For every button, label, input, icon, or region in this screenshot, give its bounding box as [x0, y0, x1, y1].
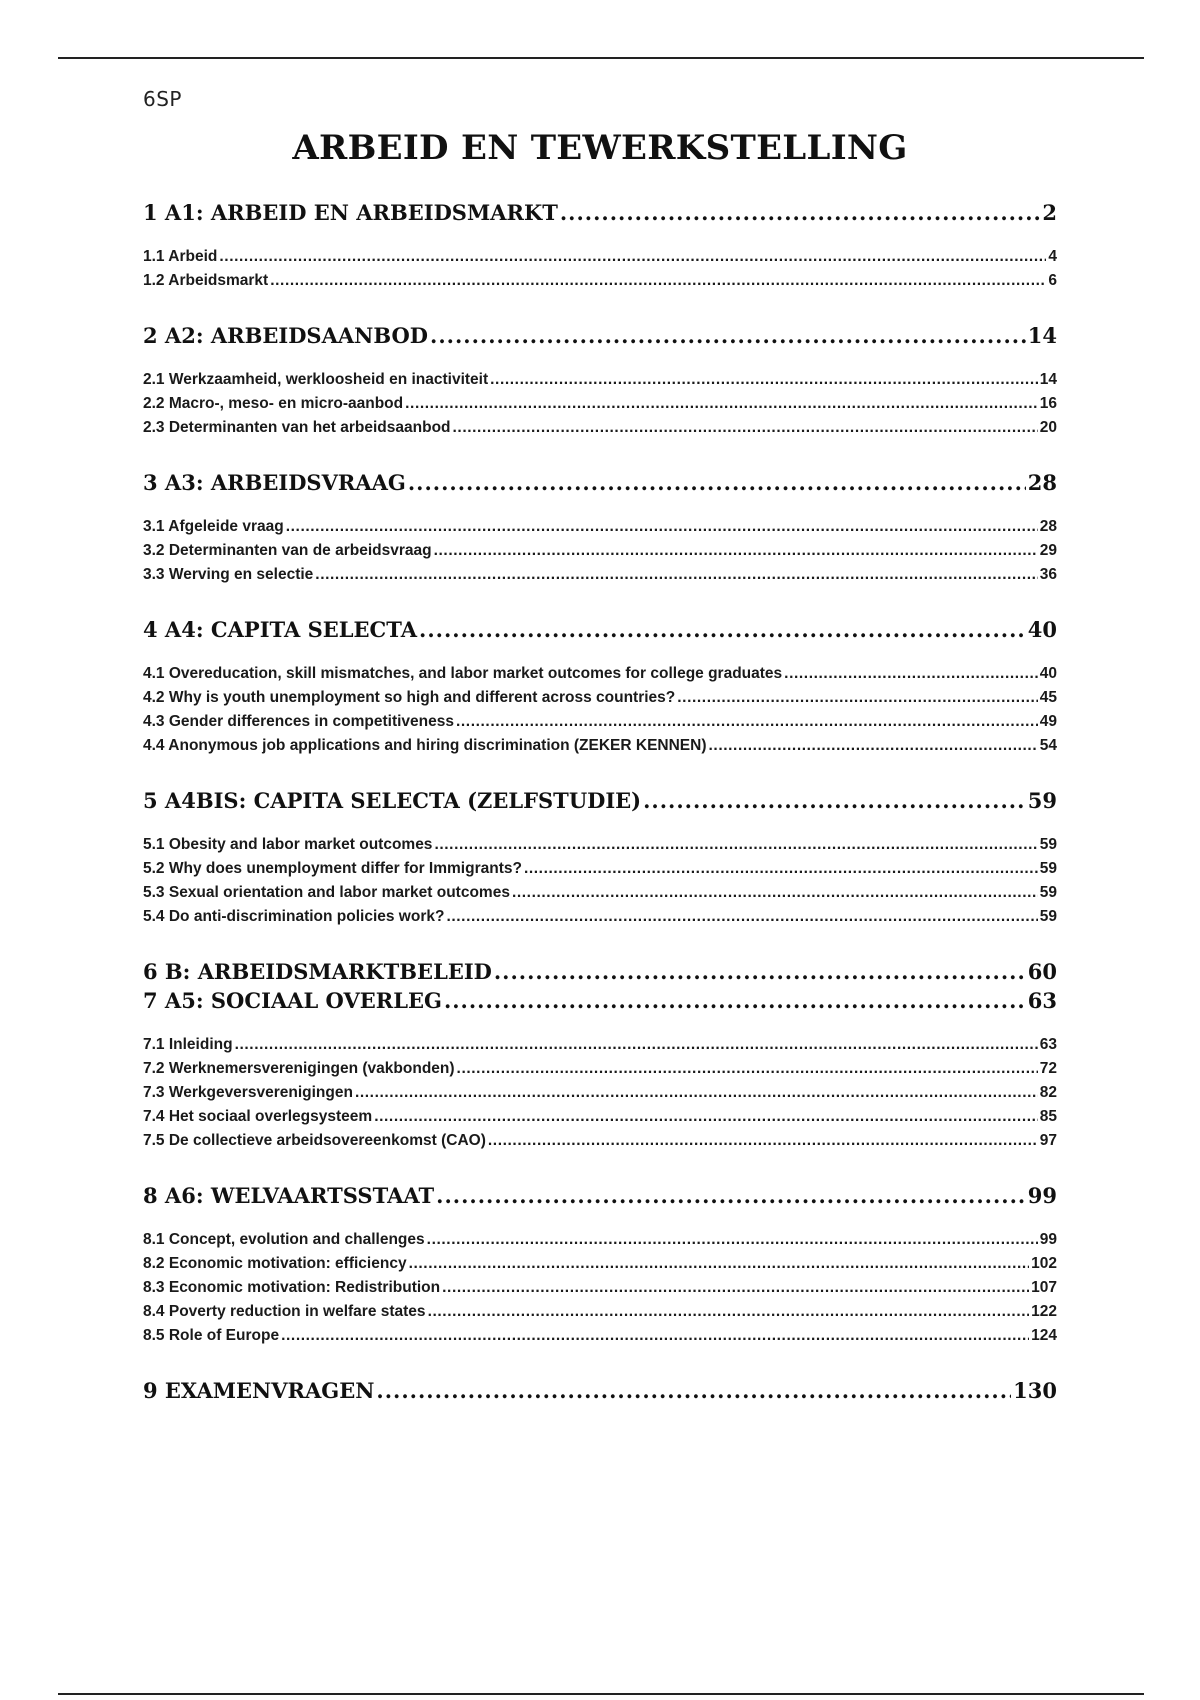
toc-chapter-entry[interactable] — [143, 1181, 1057, 1210]
toc-section-entry[interactable] — [143, 416, 1057, 440]
toc-section-entry-page-number: 54 — [1039, 737, 1057, 754]
toc-section-entry-page-number: 45 — [1039, 689, 1057, 706]
toc-section-entry-title: 4.2 Why is youth unemployment so high and different across countries? — [143, 689, 676, 706]
dot-leader — [784, 662, 1038, 686]
toc-section-entry-page-number: 97 — [1039, 1132, 1057, 1149]
dot-leader — [419, 615, 1026, 644]
toc-section-entry[interactable] — [143, 881, 1057, 905]
toc-chapter — [143, 1376, 1057, 1405]
toc-section-entry-page-number: 59 — [1039, 836, 1057, 853]
toc-chapter — [143, 1181, 1057, 1348]
toc-section-entry-title: 1.1 Arbeid — [143, 248, 218, 265]
table-of-contents — [143, 198, 1057, 1433]
toc-section-entry-title: 1.2 Arbeidsmarkt — [143, 272, 269, 289]
dot-leader — [376, 1376, 1011, 1405]
toc-section-entry[interactable] — [143, 1324, 1057, 1348]
dot-leader — [405, 392, 1038, 416]
toc-chapter-entry-title: 5 A4BIS: CAPITA SELECTA (ZELFSTUDIE) — [143, 788, 642, 813]
dot-leader — [444, 986, 1026, 1015]
dot-leader — [457, 1057, 1038, 1081]
dot-leader — [446, 905, 1037, 929]
toc-chapter-entry-title: 6 B: ARBEIDSMARKTBELEID — [143, 959, 492, 984]
toc-chapter-entry-title: 2 A2: ARBEIDSAANBOD — [143, 323, 429, 348]
toc-chapter-entry-page-number: 99 — [1027, 1183, 1057, 1208]
dot-leader — [643, 786, 1026, 815]
toc-section-entry-title: 7.5 De collectieve arbeidsovereenkomst (CAO) — [143, 1132, 486, 1149]
toc-chapter-entry-page-number: 2 — [1042, 200, 1057, 225]
toc-section-entry[interactable] — [143, 905, 1057, 929]
dot-leader — [408, 468, 1026, 497]
toc-section-entry[interactable] — [143, 1228, 1057, 1252]
toc-chapter — [143, 198, 1057, 293]
toc-section-entry[interactable] — [143, 1057, 1057, 1081]
toc-section-entry-title: 8.1 Concept, evolution and challenges — [143, 1231, 425, 1248]
toc-chapter-entry[interactable] — [143, 615, 1057, 644]
toc-chapter-entry[interactable] — [143, 321, 1057, 350]
bottom-rule — [58, 1693, 1144, 1695]
dot-leader — [427, 1228, 1038, 1252]
toc-section-entry[interactable] — [143, 710, 1057, 734]
toc-section-entry-page-number: 59 — [1039, 884, 1057, 901]
dot-leader — [512, 881, 1038, 905]
toc-section-entry[interactable] — [143, 1276, 1057, 1300]
toc-chapter-entry-title: 4 A4: CAPITA SELECTA — [143, 617, 418, 642]
toc-section-entry-title: 8.4 Poverty reduction in welfare states — [143, 1303, 426, 1320]
toc-section-entry-title: 7.1 Inleiding — [143, 1036, 233, 1053]
toc-chapter-entry-page-number: 130 — [1013, 1378, 1057, 1403]
toc-chapter-entry[interactable] — [143, 986, 1057, 1015]
toc-section-entry[interactable] — [143, 857, 1057, 881]
dot-leader — [494, 957, 1026, 986]
toc-section-entry-title: 7.4 Het sociaal overlegsysteem — [143, 1108, 373, 1125]
toc-section-entry-page-number: 122 — [1031, 1303, 1057, 1320]
toc-chapter — [143, 615, 1057, 758]
dot-leader — [677, 686, 1038, 710]
toc-chapter-entry-title: 8 A6: WELVAARTSSTAAT — [143, 1183, 435, 1208]
dot-leader — [409, 1252, 1030, 1276]
toc-section-entry-title: 8.2 Economic motivation: efficiency — [143, 1255, 407, 1272]
toc-chapter-entry[interactable] — [143, 1376, 1057, 1405]
toc-section-entry-title: 5.3 Sexual orientation and labor market outcomes — [143, 884, 510, 901]
toc-chapter — [143, 786, 1057, 929]
toc-section-entry-title: 7.3 Werkgeversverenigingen — [143, 1084, 353, 1101]
toc-section-entry-page-number: 28 — [1039, 518, 1057, 535]
toc-chapter-entry-title: 3 A3: ARBEIDSVRAAG — [143, 470, 406, 495]
toc-section-entry-page-number: 36 — [1039, 566, 1057, 583]
dot-leader — [560, 198, 1041, 227]
toc-section-entry-title: 8.5 Role of Europe — [143, 1327, 280, 1344]
dot-leader — [436, 1181, 1026, 1210]
toc-chapter-entry-page-number: 40 — [1027, 617, 1057, 642]
toc-section-entry-page-number: 107 — [1031, 1279, 1057, 1296]
toc-chapter-entry-title: 1 A1: ARBEID EN ARBEIDSMARKT — [143, 200, 558, 225]
toc-chapter-entry-page-number: 63 — [1027, 988, 1057, 1013]
dot-leader — [355, 1081, 1038, 1105]
toc-section-entry-page-number: 29 — [1039, 542, 1057, 559]
toc-section-entry-title: 4.1 Overeducation, skill mismatches, and labor market outcomes for college graduates — [143, 665, 783, 682]
dot-leader — [524, 857, 1038, 881]
toc-section-entry-title: 2.2 Macro-, meso- en micro-aanbod — [143, 395, 404, 412]
toc-section-entry[interactable] — [143, 1081, 1057, 1105]
toc-section-entry-page-number: 20 — [1039, 419, 1057, 436]
toc-chapter-entry-title: 7 A5: SOCIAAL OVERLEG — [143, 988, 442, 1013]
toc-section-entry-title: 5.4 Do anti-discrimination policies work? — [143, 908, 445, 925]
toc-section-entry[interactable] — [143, 1252, 1057, 1276]
dot-leader — [490, 368, 1038, 392]
toc-chapter-entry-page-number: 60 — [1027, 959, 1057, 984]
toc-section-entry-page-number: 102 — [1031, 1255, 1057, 1272]
toc-section-entry-title: 2.1 Werkzaamheid, werkloosheid en inactiviteit — [143, 371, 489, 388]
toc-section-entry[interactable] — [143, 515, 1057, 539]
toc-section-entry-page-number: 124 — [1031, 1327, 1057, 1344]
toc-section-entry-title: 3.2 Determinanten van de arbeidsvraag — [143, 542, 432, 559]
toc-chapter — [143, 986, 1057, 1153]
toc-section-entry[interactable] — [143, 1300, 1057, 1324]
toc-chapter — [143, 957, 1057, 986]
toc-section-entry[interactable] — [143, 662, 1057, 686]
toc-section-entry-title: 8.3 Economic motivation: Redistribution — [143, 1279, 441, 1296]
toc-section-entry-page-number: 16 — [1039, 395, 1057, 412]
toc-chapter-entry-page-number: 28 — [1027, 470, 1057, 495]
toc-chapter-entry[interactable] — [143, 957, 1057, 986]
dot-leader — [428, 1300, 1030, 1324]
toc-section-entry-title: 3.3 Werving en selectie — [143, 566, 314, 583]
toc-section-entry[interactable] — [143, 833, 1057, 857]
toc-chapter-entry-title: 9 EXAMENVRAGEN — [143, 1378, 375, 1403]
dot-leader — [430, 321, 1026, 350]
toc-chapter-entry-page-number: 59 — [1027, 788, 1057, 813]
toc-section-entry-page-number: 72 — [1039, 1060, 1057, 1077]
toc-section-entry-title: 5.1 Obesity and labor market outcomes — [143, 836, 433, 853]
dot-leader — [456, 710, 1038, 734]
toc-section-entry-page-number: 59 — [1039, 860, 1057, 877]
toc-section-entry[interactable] — [143, 734, 1057, 758]
toc-chapter-entry-page-number: 14 — [1027, 323, 1057, 348]
course-code: 6SP — [143, 87, 182, 111]
toc-chapter — [143, 321, 1057, 440]
toc-section-entry-title: 4.4 Anonymous job applications and hiring discrimination (ZEKER KENNEN) — [143, 737, 707, 754]
toc-section-entry[interactable] — [143, 686, 1057, 710]
toc-section-entry[interactable] — [143, 1105, 1057, 1129]
toc-section-entry[interactable] — [143, 1033, 1057, 1057]
dot-leader — [488, 1129, 1038, 1153]
document-title: ARBEID EN TEWERKSTELLING — [292, 128, 908, 168]
toc-section-entry[interactable] — [143, 1129, 1057, 1153]
toc-section-entry-page-number: 40 — [1039, 665, 1057, 682]
toc-section-entry-page-number: 63 — [1039, 1036, 1057, 1053]
dot-leader — [281, 1324, 1029, 1348]
toc-section-entry-title: 7.2 Werknemersverenigingen (vakbonden) — [143, 1060, 455, 1077]
toc-chapter — [143, 468, 1057, 587]
toc-section-entry-page-number: 82 — [1039, 1084, 1057, 1101]
toc-chapter-entry[interactable] — [143, 198, 1057, 227]
toc-section-entry[interactable] — [143, 368, 1057, 392]
dot-leader — [453, 416, 1038, 440]
dot-leader — [374, 1105, 1038, 1129]
dot-leader — [434, 539, 1038, 563]
toc-section-entry-page-number: 6 — [1048, 272, 1057, 289]
dot-leader — [270, 269, 1046, 293]
toc-section-entry[interactable] — [143, 245, 1057, 269]
dot-leader — [442, 1276, 1029, 1300]
toc-section-entry-page-number: 59 — [1039, 908, 1057, 925]
toc-chapter-entry[interactable] — [143, 786, 1057, 815]
toc-section-entry-page-number: 4 — [1048, 248, 1057, 265]
dot-leader — [709, 734, 1038, 758]
toc-section-entry-title: 3.1 Afgeleide vraag — [143, 518, 284, 535]
dot-leader — [219, 245, 1046, 269]
toc-section-entry-page-number: 49 — [1039, 713, 1057, 730]
toc-section-entry-title: 2.3 Determinanten van het arbeidsaanbod — [143, 419, 451, 436]
toc-section-entry-title: 5.2 Why does unemployment differ for Immigrants? — [143, 860, 522, 877]
toc-section-entry[interactable] — [143, 269, 1057, 293]
toc-section-entry[interactable] — [143, 392, 1057, 416]
top-rule — [58, 57, 1144, 59]
toc-section-entry-title: 4.3 Gender differences in competitiveness — [143, 713, 454, 730]
dot-leader — [286, 515, 1038, 539]
dot-leader — [235, 1033, 1038, 1057]
dot-leader — [315, 563, 1037, 587]
toc-chapter-entry[interactable] — [143, 468, 1057, 497]
toc-section-entry-page-number: 85 — [1039, 1108, 1057, 1125]
toc-section-entry[interactable] — [143, 539, 1057, 563]
dot-leader — [434, 833, 1037, 857]
toc-section-entry-page-number: 14 — [1039, 371, 1057, 388]
toc-section-entry-page-number: 99 — [1039, 1231, 1057, 1248]
toc-section-entry[interactable] — [143, 563, 1057, 587]
